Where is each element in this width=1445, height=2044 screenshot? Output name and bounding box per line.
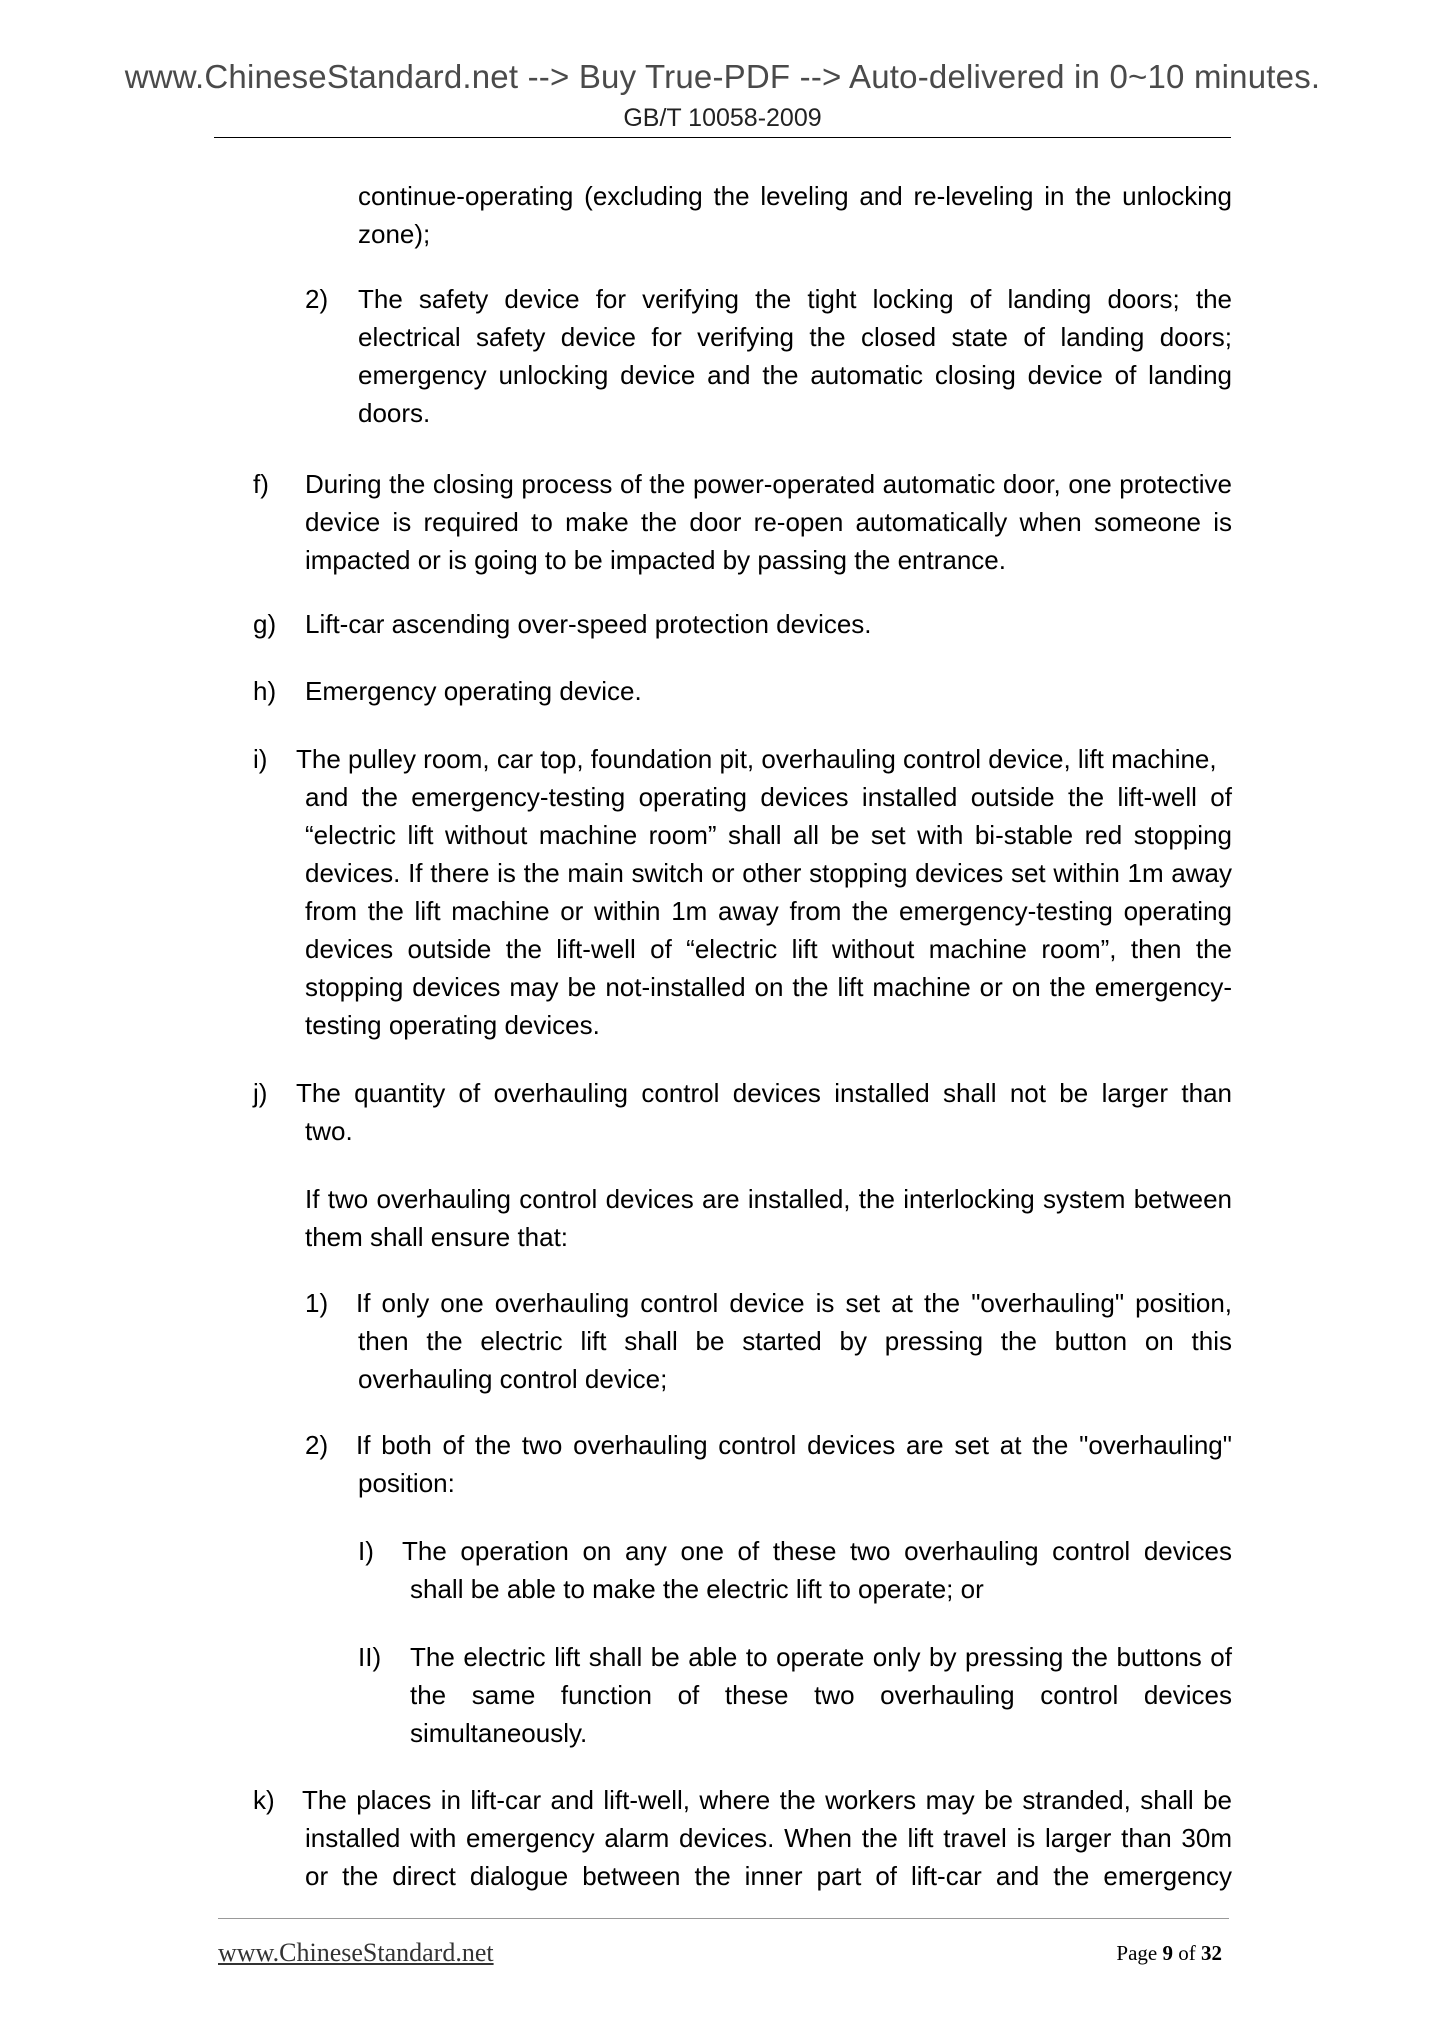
current-page: 9 [1162, 1941, 1173, 1965]
header-divider [214, 137, 1231, 138]
continued-paragraph: continue-operating (excluding the leveling and re-leveling in the unlocking zone); [358, 181, 1232, 249]
list-item-j2-text: position: [358, 1468, 455, 1498]
list-item-j1-first-line: If only one overhauling control device is set at the "overhauling" position, [356, 1288, 1232, 1318]
list-marker-k: k) [253, 1785, 275, 1815]
list-marker-jI: I) [358, 1536, 374, 1566]
list-item-jI-text: shall be able to make the electric lift to operate; or [410, 1574, 984, 1604]
list-marker-j1: 1) [305, 1288, 329, 1318]
list-item-h: Emergency operating device. [305, 676, 642, 706]
list-marker-jII: II) [358, 1642, 382, 1672]
list-item-j2-first-line: If both of the two overhauling control devices are set at the "overhauling" [356, 1430, 1232, 1460]
list-item-j1-text: then the electric lift shall be started by pressing the button on this overhauling control device; [358, 1326, 1232, 1394]
list-item-i-first-line: The pulley room, car top, foundation pit, overhauling control device, lift machine, [296, 744, 1217, 774]
list-marker-j: j) [253, 1078, 268, 1108]
list-item-g: Lift-car ascending over-speed protection devices. [305, 609, 872, 639]
total-pages: 32 [1201, 1941, 1222, 1965]
page-number [1116, 1941, 1222, 1966]
list-marker-f: f) [253, 469, 269, 499]
list-item-jI-first-line: The operation on any one of these two overhauling control devices [402, 1536, 1232, 1566]
list-marker-i: i) [253, 744, 268, 774]
document-code: GB/T 10058-2009 [623, 104, 822, 132]
of-word: of [1178, 1941, 1196, 1965]
page-word: Page [1116, 1941, 1158, 1965]
header-banner: www.ChineseStandard.net --> Buy True-PDF --> Auto-delivered in 0~10 minutes. [124, 58, 1321, 95]
list-item-j-text: two. [305, 1116, 353, 1146]
list-marker-g: g) [253, 609, 277, 639]
list-item-k-first-line: The places in lift-car and lift-well, where the workers may be stranded, shall be [302, 1785, 1232, 1815]
list-marker-j2: 2) [305, 1430, 329, 1460]
list-marker-h: h) [253, 676, 277, 706]
list-item-k-text: installed with emergency alarm devices. When the lift travel is larger than 30m or the direct dialogue between the inner part of lift-car and the emergency [305, 1823, 1232, 1891]
list-item-jII-first-line: The electric lift shall be able to operate only by pressing the buttons of [410, 1642, 1232, 1672]
footer-divider [218, 1918, 1229, 1919]
list-item-f: During the closing process of the power-operated automatic door, one protective device is required to make the door re-open automatically when someone is impacted or is going to be impacted by passing the entrance. [305, 469, 1232, 575]
list-item-i-text: and the emergency-testing operating devices installed outside the lift-well of “electric lift without machine room” shall all be set with bi-stable red stopping devices. If there is the main switch or other stopping devices set within 1m away from the lift machine or within 1m away from the emergency-testing operating devices outside the lift-well of “electric lift without machine room”, then the stopping devices may be not-installed on the lift machine or on the emergency-testing operating devices. [305, 782, 1232, 1040]
list-item-j-first-line: The quantity of overhauling control devices installed shall not be larger than [296, 1078, 1232, 1108]
list-marker-e2: 2) [305, 284, 329, 314]
list-item-j-paragraph-2: If two overhauling control devices are installed, the interlocking system between them shall ensure that: [305, 1184, 1232, 1252]
list-item-e2: The safety device for verifying the tight locking of landing doors; the electrical safety device for verifying the closed state of landing doors; emergency unlocking device and the automatic closing device of landing doors. [358, 284, 1232, 428]
list-item-jII-text: the same function of these two overhauling control devices simultaneously. [410, 1680, 1232, 1748]
footer-website-link[interactable]: www.ChineseStandard.net [218, 1938, 494, 1967]
